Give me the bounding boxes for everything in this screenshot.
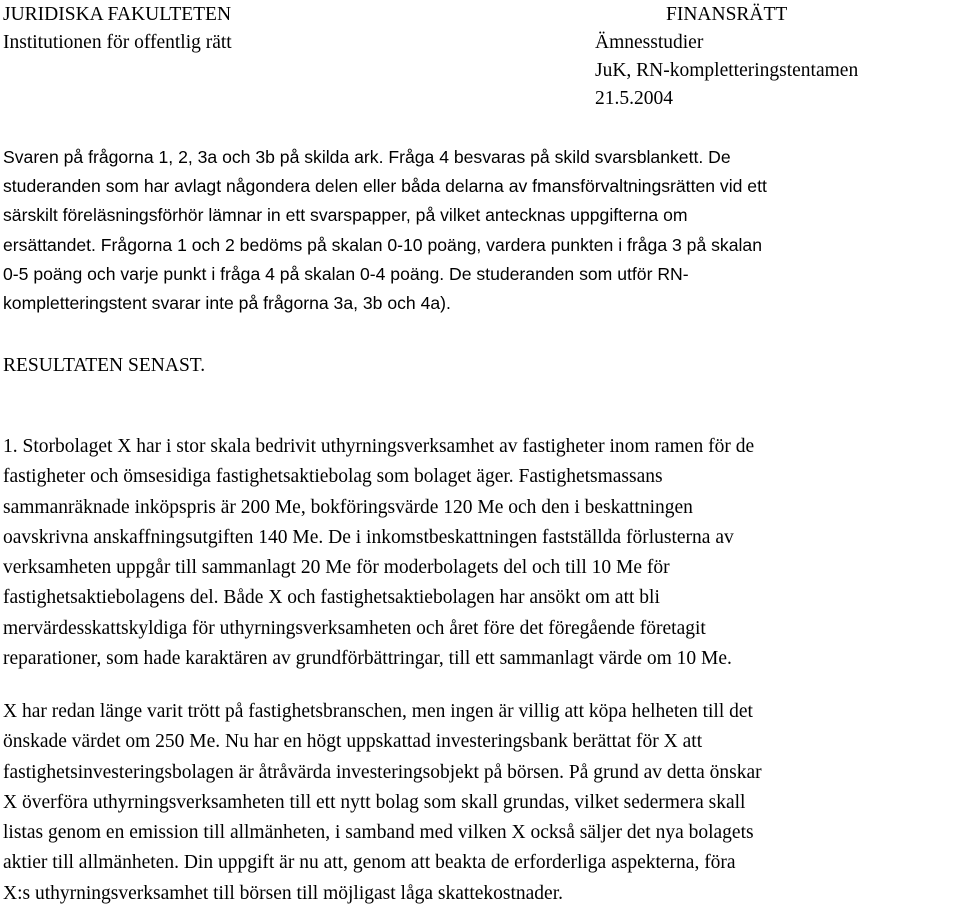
results-note [3, 352, 205, 380]
question-line: önskade värdet om 250 Me. Nu har en högt uppskattad investeringsbank berättat för X att [3, 731, 703, 753]
question-line: reparationer, som hade karaktären av grundförbättringar, till ett sammanlagt värde om 10 Me. [3, 648, 732, 670]
question-1-paragraph-2 [3, 697, 958, 909]
question-line: fastigheter och ömsesidiga fastighetsaktiebolag som bolaget äger. Fastighetsmassans [3, 466, 663, 488]
question-line: fastighetsinvesteringsbolagen är åtråvärda investeringsobjekt på börsen. På grund av detta önskar [3, 761, 762, 783]
subject-title: FINANSRÄTT [666, 4, 788, 25]
instructions-line: 0-5 poäng och varje punkt i fråga 4 på skalan 0-4 poäng. De studeranden som utför RN- [3, 263, 689, 284]
question-line: sammanräknade inköpspris är 200 Me, bokföringsvärde 120 Me och den i beskattningen [3, 496, 693, 518]
question-1-paragraph-1 [3, 432, 958, 674]
question-line: aktier till allmänheten. Din uppgift är nu att, genom att beakta de erforderliga aspekterna, föra [3, 852, 736, 874]
question-line: 1. Storbolaget X har i stor skala bedrivit uthyrningsverksamhet av fastigheter inom ramen för de [3, 436, 755, 457]
instructions-line: särskilt föreläsningsförhör lämnar in ett svarspapper, på vilket antecknas uppgifterna om [3, 205, 688, 226]
question-line: oavskrivna anskaffningsutgiften 140 Me. De i inkomstbeskattningen fastställda förlusterna av [3, 526, 734, 548]
question-line: verksamheten uppgår till sammanlagt 20 Me för moderbolagets del och till 10 Me för [3, 557, 670, 579]
header-right [595, 1, 858, 113]
instructions-line: Svaren på frågorna 1, 2, 3a och 3b på skilda ark. Fråga 4 besvaras på skild svarsblankett. De [3, 147, 731, 167]
question-line: mervärdesskattskyldiga för uthyrningsverksamheten och året före det föregående företagit [3, 617, 706, 639]
question-line: listas genom en emission till allmänheten, i samband med vilken X också säljer det nya bolagets [3, 822, 754, 844]
question-line: fastighetsaktiebolagens del. Både X och fastighetsaktiebolagen har ansökt om att bli [3, 587, 660, 609]
course-type: Ämnesstudier [595, 32, 704, 53]
results-note-text: RESULTATEN SENAST. [3, 355, 206, 376]
question-line: X har redan länge varit trött på fastighetsbranschen, men ingen är villig att köpa helheten till det [3, 701, 753, 722]
header-left [3, 1, 232, 57]
instructions-line: studeranden som har avlagt någondera delen eller båda delarna av fmansförvaltningsrätten vid ett [3, 176, 767, 197]
question-line: X:s uthyrningsverksamhet till börsen till möjligast låga skattekostnader. [3, 882, 563, 904]
exam-date: 21.5.2004 [595, 88, 673, 109]
institution-name: Institutionen för offentlig rätt [3, 32, 232, 53]
question-line: X överföra uthyrningsverksamheten till ett nytt bolag som skall grundas, vilket sedermera skall [3, 791, 746, 813]
instructions-line: kompletteringstent svarar inte på frågorna 3a, 3b och 4a). [3, 293, 451, 314]
instructions-paragraph [3, 143, 958, 318]
faculty-name: JURIDISKA FAKULTETEN [3, 4, 232, 25]
instructions-line: ersättandet. Frågorna 1 och 2 bedöms på skalan 0-10 poäng, vardera punkten i fråga 3 på skalan [3, 234, 762, 255]
exam-name: JuK, RN-kompletteringstentamen [595, 60, 859, 81]
